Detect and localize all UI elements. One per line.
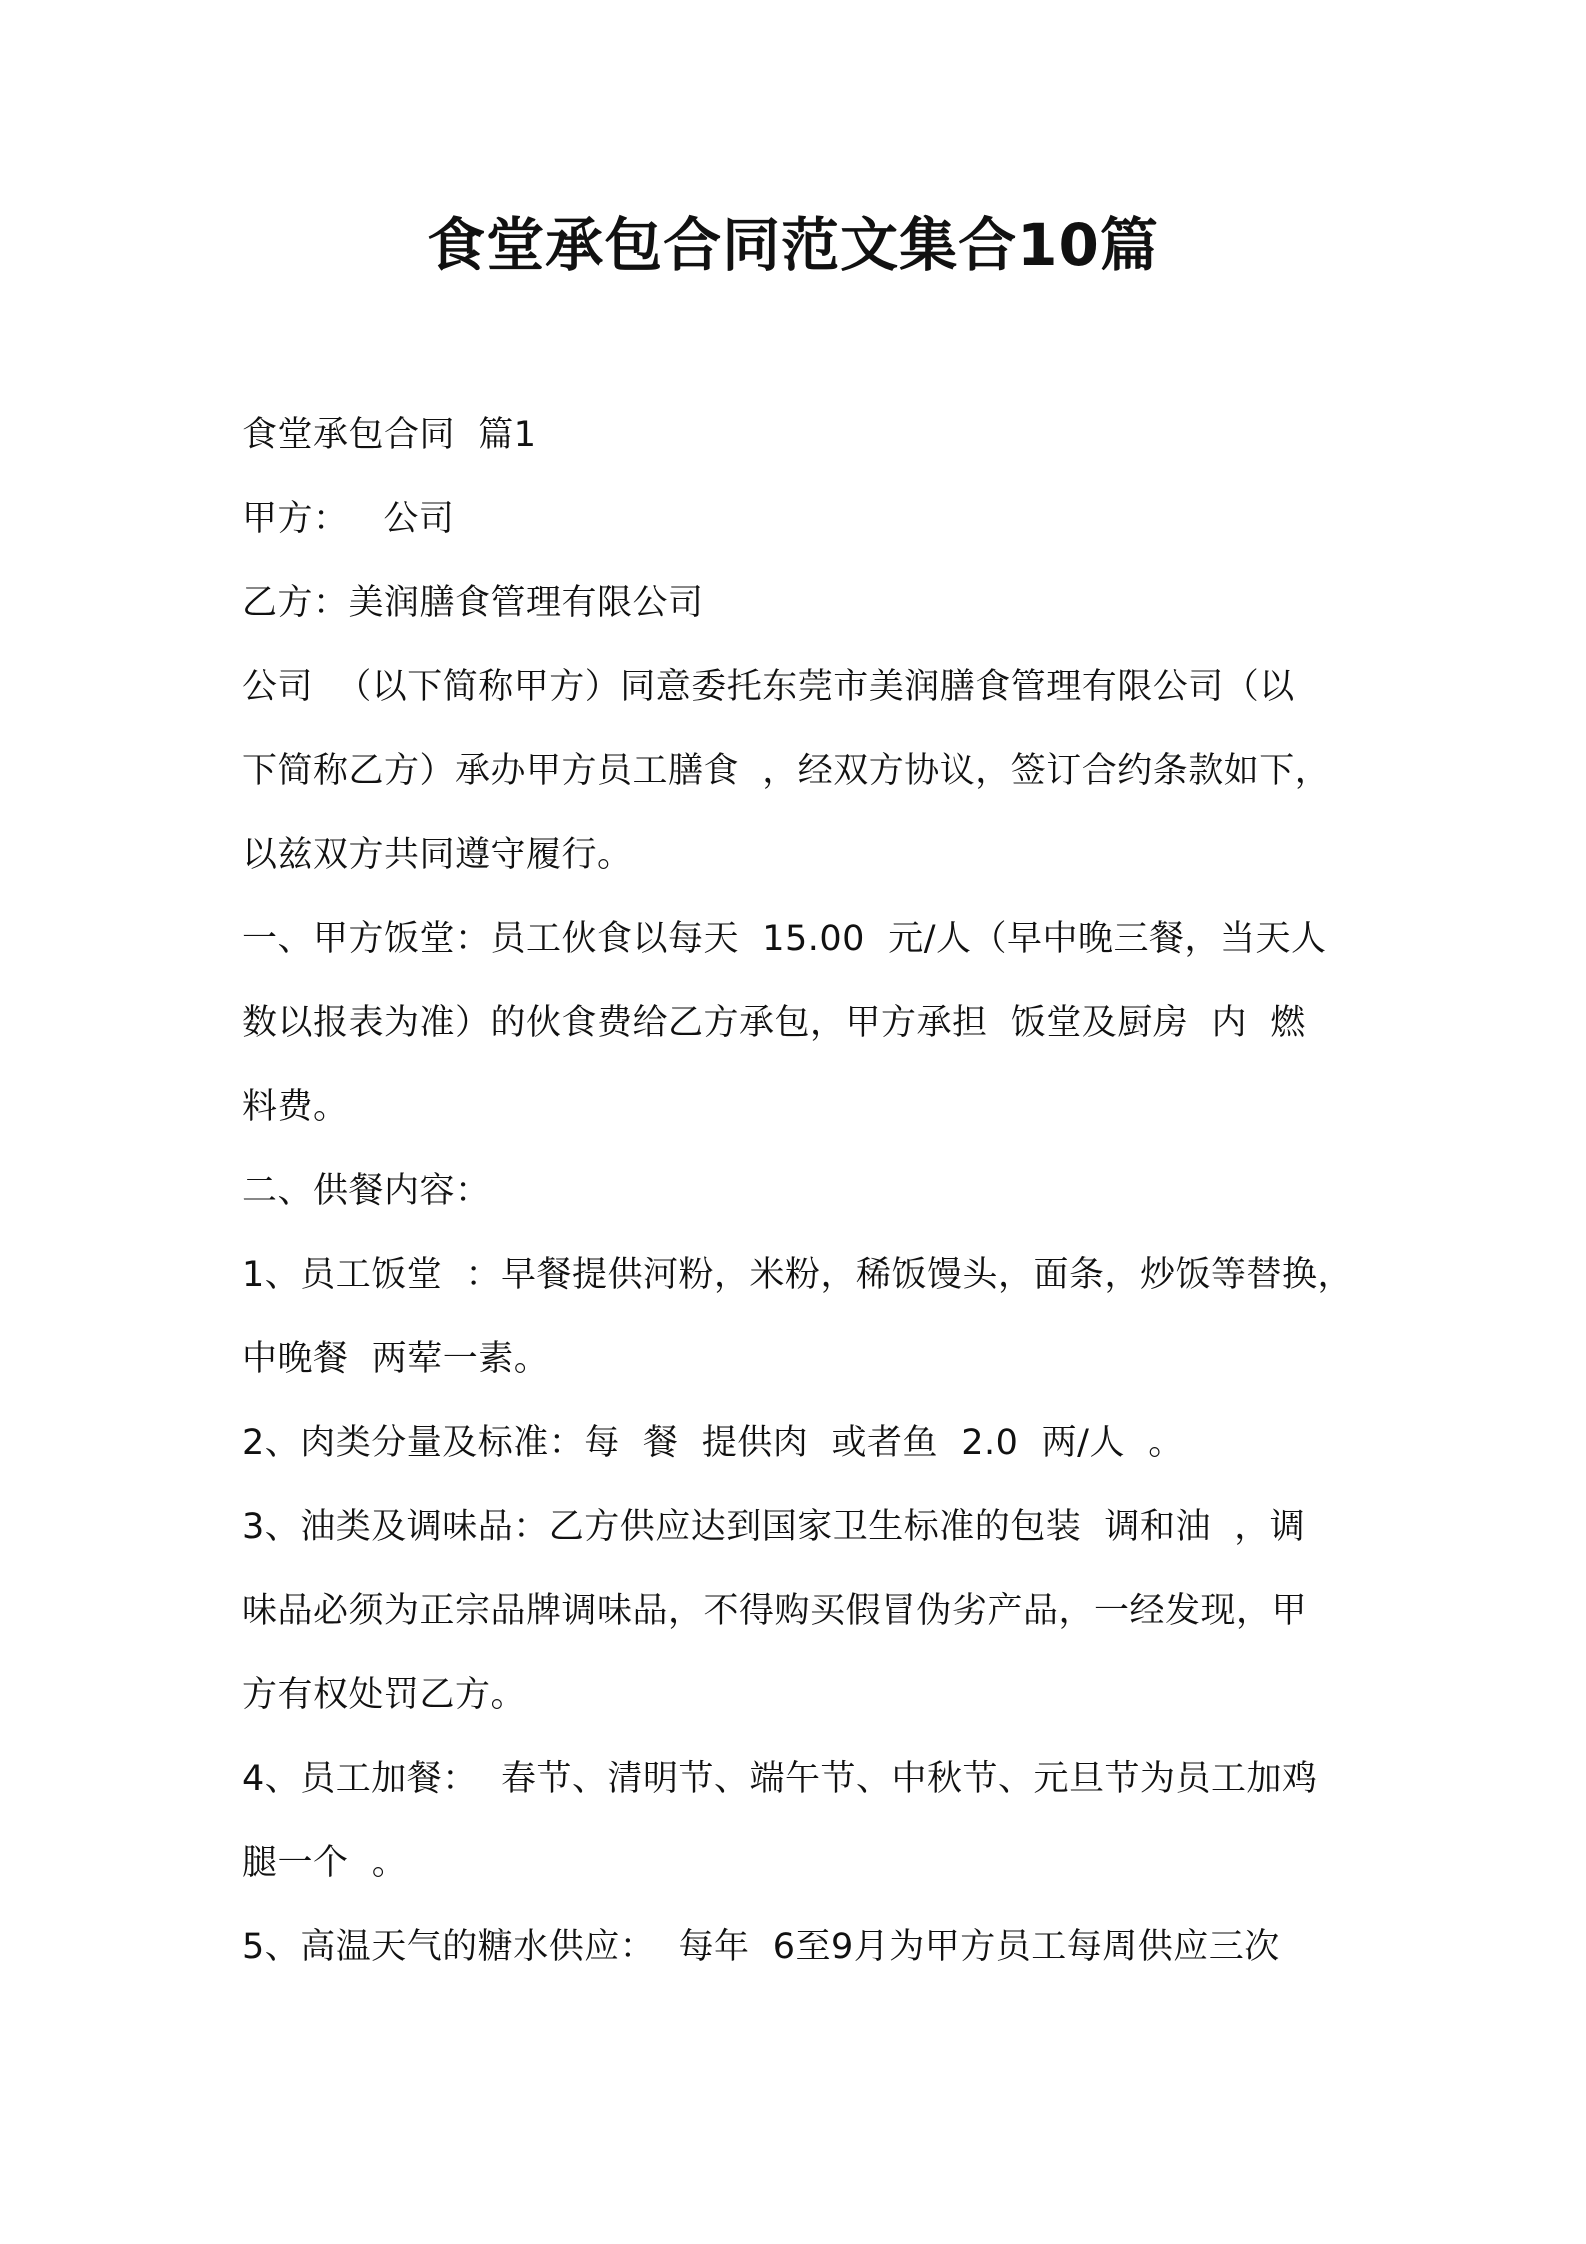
item-3-line: 方有权处罚乙方。: [242, 1675, 527, 1715]
item-4-line: 腿一个 。: [242, 1843, 408, 1883]
item-2-line: 2、肉类分量及标准：每 餐 提供肉 或者鱼 2.0 两/人 。: [242, 1423, 1184, 1463]
intro-paragraph-line: 以兹双方共同遵守履行。: [242, 835, 633, 875]
party-b-line: 乙方：美润膳食管理有限公司: [242, 583, 704, 623]
item-5-line: 5、高温天气的糖水供应： 每年 6至9月为甲方员工每周供应三次: [242, 1927, 1280, 1967]
item-3-line: 味品必须为正宗品牌调味品，不得购买假冒伪劣产品，一经发现，甲: [242, 1591, 1308, 1631]
item-3-line: 3、油类及调味品：乙方供应达到国家卫生标准的包装 调和油 ，调: [242, 1507, 1306, 1547]
clause-1-line: 数以报表为准）的伙食费给乙方承包，甲方承担 饭堂及厨房 内 燃: [242, 1003, 1306, 1043]
clause-1-line: 料费。: [242, 1087, 349, 1127]
clause-1-line: 一、甲方饭堂：员工伙食以每天 15.00 元/人（早中晚三餐，当天人: [242, 919, 1327, 959]
clause-2-heading: 二、供餐内容：: [242, 1171, 491, 1211]
party-a-line: 甲方： 公司: [242, 499, 455, 539]
intro-paragraph-line: 公司 （以下简称甲方）同意委托东莞市美润膳食管理有限公司（以: [242, 667, 1295, 707]
document-title: 食堂承包合同范文集合10篇: [427, 211, 1159, 279]
item-1-line: 中晚餐 两荤一素。: [242, 1339, 550, 1379]
item-4-line: 4、员工加餐： 春节、清明节、端午节、中秋节、元旦节为员工加鸡: [242, 1759, 1318, 1799]
item-1-line: 1、员工饭堂 ：早餐提供河粉，米粉，稀饭馒头，面条，炒饭等替换，: [242, 1255, 1354, 1295]
section-heading: 食堂承包合同 篇1: [242, 415, 537, 455]
intro-paragraph-line: 下简称乙方）承办甲方员工膳食 ，经双方协议，签订合约条款如下，: [242, 751, 1331, 791]
